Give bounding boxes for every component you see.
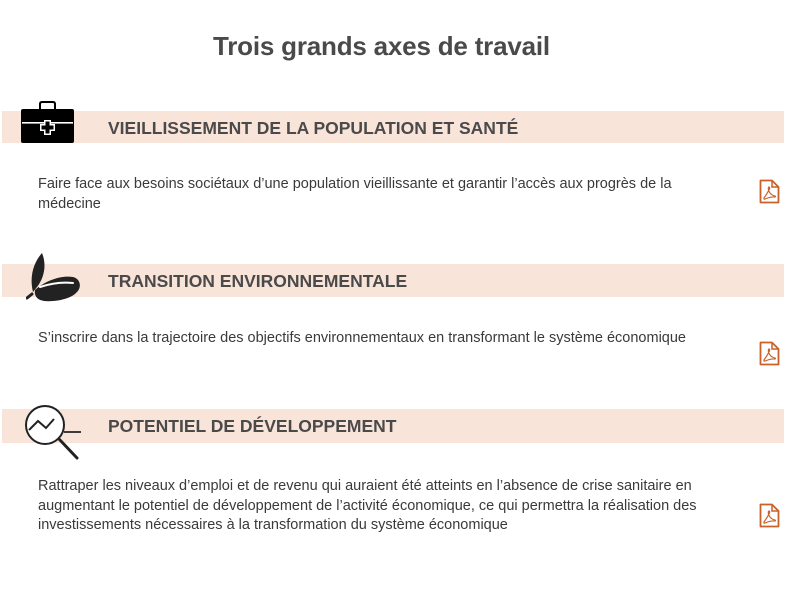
- section-title-environment: TRANSITION ENVIRONNEMENTALE: [108, 271, 408, 291]
- file-pdf-icon[interactable]: [759, 179, 780, 204]
- page-title: Trois grands axes de travail: [213, 31, 550, 61]
- leaf-hand-icon: [26, 252, 81, 303]
- file-pdf-icon[interactable]: [759, 341, 780, 366]
- section-description-aging: Faire face aux besoins sociétaux d’une population vieillissante et garantir l’accès aux progrès de la médecine: [38, 176, 672, 212]
- section-description-environment: S’inscrire dans la trajectoire des objectifs environnementaux en transformant le système économique: [38, 330, 686, 346]
- section-description-development: Rattraper les niveaux d’emploi et de revenu qui auraient été atteints en l’absence de crise sanitaire en augmentant le potentiel de développement de l’activité économique, ce qui permettra la réalisation des investissements nécessaires à la transformation du système économique: [38, 478, 697, 533]
- section-title-development: POTENTIEL DE DÉVELOPPEMENT: [108, 416, 397, 436]
- file-pdf-icon[interactable]: [759, 503, 780, 528]
- search-growth-icon: [24, 404, 82, 461]
- section-title-aging: VIEILLISSEMENT DE LA POPULATION ET SANTÉ: [108, 118, 519, 138]
- medical-kit-icon: [20, 101, 75, 144]
